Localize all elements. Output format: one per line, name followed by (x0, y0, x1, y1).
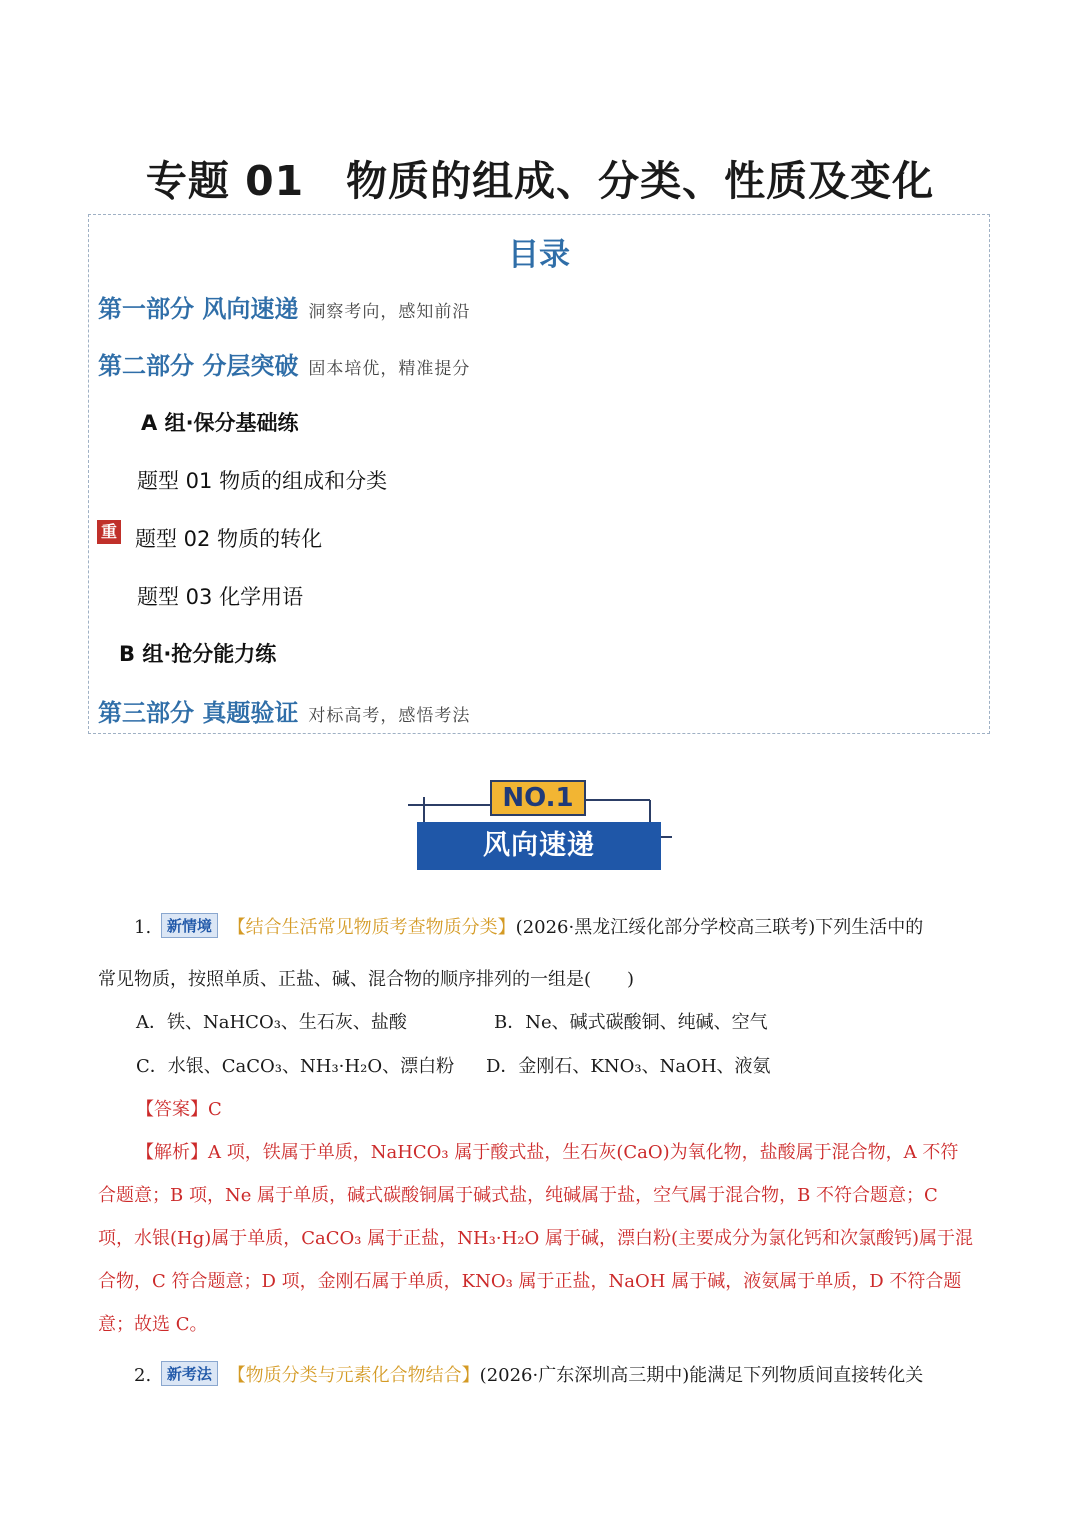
toc-type-01[interactable]: 题型 01 物质的组成和分类 (137, 469, 388, 493)
question-1-source: (2026·黑龙江绥化部分学校高三联考)下列生活中的 (515, 917, 924, 938)
question-2-header (134, 1361, 923, 1387)
toc-group-b[interactable]: B 组·抢分能力练 (119, 642, 277, 666)
option-c: C．水银、CaCO₃、NH₃·H₂O、漂白粉 (136, 1056, 455, 1077)
question-1-header (134, 913, 923, 939)
toc-type-02[interactable]: 题型 02 物质的转化 (135, 527, 323, 551)
question-2-topic: 【物质分类与元素化合物结合】 (227, 1365, 480, 1386)
new-method-tag: 新考法 (161, 1361, 218, 1386)
question-1-topic: 【结合生活常见物质考查物质分类】 (227, 917, 516, 938)
analysis-line-2: 合题意；B 项，Ne 属于单质，碱式碳酸铜属于碱式盐，纯碱属于盐，空气属于混合物，B 不符合题意；C (98, 1185, 938, 1206)
question-2-source: (2026·广东深圳高三期中)能满足下列物质间直接转化关 (479, 1365, 924, 1386)
toc-part-1-subtitle: 洞察考向，感知前沿 (308, 302, 471, 322)
table-of-contents (88, 214, 990, 734)
analysis-line-1: 【解析】A 项，铁属于单质，NaHCO₃ 属于酸式盐，生石灰(CaO)为氧化物，盐酸属于混合物，A 不符 (136, 1142, 959, 1163)
answer: 【答案】C (136, 1099, 222, 1120)
toc-part-3-label: 第三部分 真题验证 (98, 699, 299, 727)
important-badge: 重 (97, 520, 121, 544)
option-a: A．铁、NaHCO₃、生石灰、盐酸 (136, 1012, 407, 1033)
toc-heading: 目录 (508, 237, 570, 273)
question-2-number: 2. (134, 1365, 152, 1386)
toc-part-3-subtitle: 对标高考，感悟考法 (308, 706, 471, 726)
analysis-line-3: 项，水银(Hg)属于单质，CaCO₃ 属于正盐，NH₃·H₂O 属于碱，漂白粉(主要成分为氯化钙和次氯酸钙)属于混 (98, 1228, 974, 1249)
option-b: B．Ne、碱式碳酸铜、纯碱、空气 (494, 1012, 768, 1033)
toc-part-2-subtitle: 固本培优，精准提分 (308, 359, 471, 379)
section-number-badge: NO.1 (490, 780, 586, 816)
section-banner: 风向速递 (417, 822, 661, 870)
analysis-line-5: 意；故选 C。 (98, 1314, 208, 1335)
toc-type-03[interactable]: 题型 03 化学用语 (137, 585, 304, 609)
analysis-line-4: 合物，C 符合题意；D 项，金刚石属于单质，KNO₃ 属于正盐，NaOH 属于碱，液氨属于单质，D 不符合题 (98, 1271, 962, 1292)
question-1-stem: 常见物质，按照单质、正盐、碱、混合物的顺序排列的一组是( ) (98, 969, 635, 990)
question-1-number: 1. (134, 917, 152, 938)
toc-part-3[interactable] (98, 693, 470, 728)
option-d: D．金刚石、KNO₃、NaOH、液氨 (486, 1056, 771, 1077)
toc-part-2-label: 第二部分 分层突破 (98, 352, 299, 380)
toc-part-1-label: 第一部分 风向速递 (98, 295, 299, 323)
toc-part-2[interactable] (98, 346, 470, 381)
toc-part-1[interactable] (98, 289, 470, 324)
toc-group-a[interactable]: A 组·保分基础练 (141, 411, 299, 435)
new-context-tag: 新情境 (161, 913, 218, 938)
page-title: 专题 01 物质的组成、分类、性质及变化 (145, 157, 935, 205)
